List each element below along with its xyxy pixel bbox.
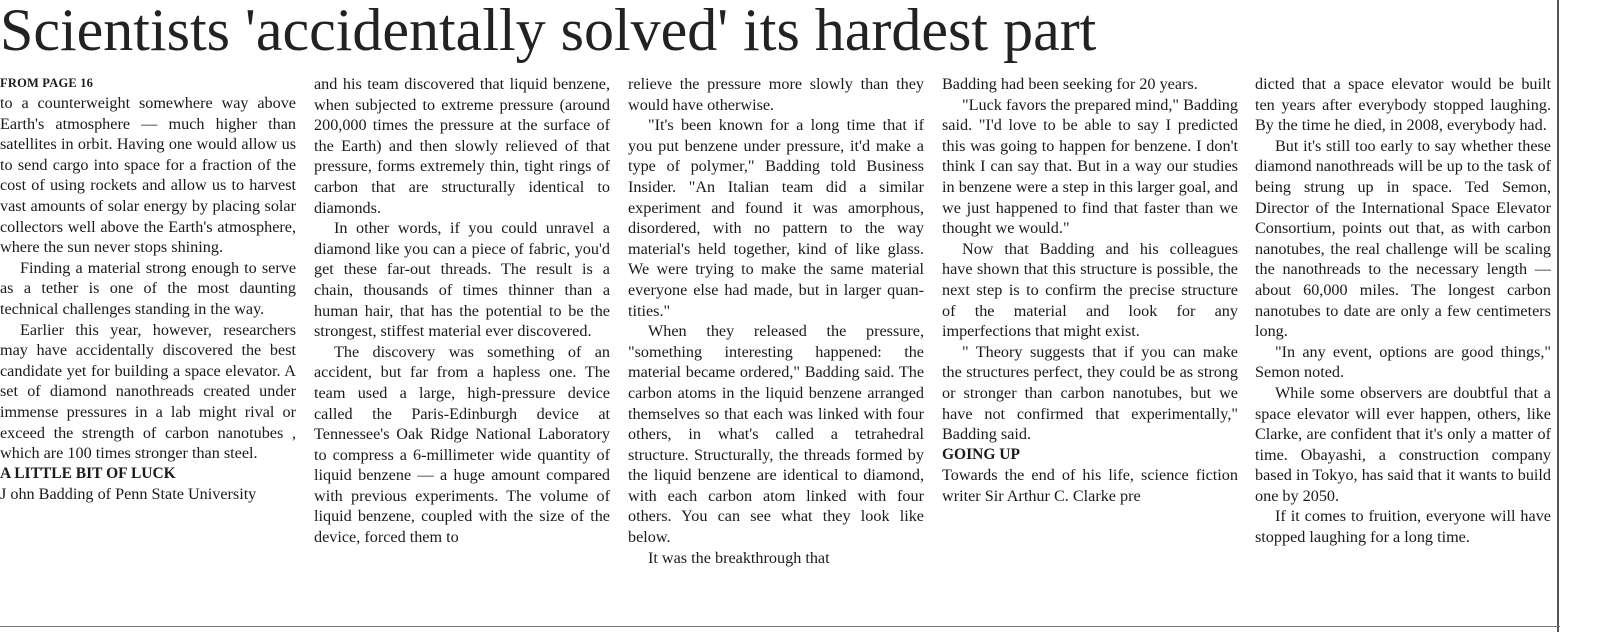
paragraph: " Theory suggests that if you can make the structures perfect, they could be as strong or stronger than carbon nanotubes, but we have not confirmed that experimentally," Badding said. — [942, 342, 1238, 444]
paragraph: The discovery was something of an accident, but far from a hapless one. The team used a large, high-pressure device called the Paris-Edinburgh device at Tennessee's Oak Ridge National Laboratory to compress a 6-millimeter wide quantity of liquid benzene — a huge amount compared with previous experiments. The volume of liquid benzene, coupled with the size of the device, forced them to — [314, 342, 610, 547]
paragraph: If it comes to fruition, everyone will have stopped laughing for a long time. — [1255, 507, 1551, 547]
paragraph: In other words, if you could unravel a diamond like you can a piece of fabric, you'd get these far-out threads. The result is a chain, thousands of times thinner than a human hair, that has the potential to be the strongest, stiffest material ever discovered. — [314, 219, 610, 341]
article-column-1 — [0, 73, 296, 505]
paragraph: relieve the pressure more slowly than they would have otherwise. — [628, 75, 924, 114]
column-divider-rule — [1557, 0, 1559, 632]
paragraph: While some observers are doubtful that a space elevator will ever happen, others, like Clarke, are confident that it's only a matter of time. Obayashi, a construction company based in Tokyo, has said that it wants to build one by 2050. — [1255, 383, 1551, 505]
paragraph: Towards the end of his life, science fiction writer Sir Arthur C. Clarke pre — [942, 466, 1238, 505]
paragraph: "Luck favors the prepared mind," Badding said. "I'd love to be able to say I predicted this was going to happen for benzene. I don't think I can say that. But in a way our studies in benzene were a step in this larger goal, and we just happened to find that faster than we thought we would." — [942, 95, 1238, 238]
article-column-5 — [1255, 74, 1551, 548]
paragraph: Now that Badding and his colleagues have shown that this structure is possible, the next step is to confirm the precise structure of the material and look for any imperfections that might exist. — [942, 239, 1238, 341]
bottom-divider-rule — [0, 626, 1560, 627]
headline: Scientists 'accidentally solved' its hardest part — [0, 0, 1097, 63]
paragraph: dicted that a space elevator would be built ten years after everybody stopped laughing. By the time he died, in 2008, everybody had. — [1255, 75, 1551, 135]
paragraph: When they released the pressure, "something interesting happened: the material became ordered," Badding said. The carbon atoms in the liquid benzene arranged themselves so that each was linked with four others, in what's called a tetrahedral structure. Structurally, the threads formed by the liquid benzene are identical to diamond, with each carbon atom linked with four others. You can see what they look like below. — [628, 322, 924, 547]
paragraph: It was the breakthrough that — [648, 548, 830, 567]
paragraph: But it's still too early to say whether these diamond nanothreads will be up to the task of being strung up in space. Ted Semon, Director of the International Space Elevator Consortium, points out that, as with carbon nanotubes, the real challenge will be scaling the nanothreads to the necessary length — about 60,000 miles. The longest carbon nanotubes to date are only a few centimeters long. — [1255, 136, 1551, 341]
paragraph: to a counterweight somewhere way above Earth's atmosphere — much higher than satellites in orbit. Having one would allow us to send cargo into space for a fraction of the cost of using rockets and allow us to harvest vast amounts of solar energy by placing solar collectors well above the Earth's atmosphere, where the sun never stops shining. — [0, 94, 296, 257]
paragraph: J ohn Badding of Penn State University — [0, 485, 257, 504]
section-subhead: A LITTLE BIT OF LUCK — [0, 464, 176, 482]
section-subhead: GOING UP — [942, 445, 1020, 463]
paragraph: Badding had been seeking for 20 years. — [942, 75, 1198, 93]
paragraph: and his team discovered that liquid benzene, when subjected to extreme pressure (around 200,000 times the pressure at the surface of the Earth) and then slowly relieved of that pressure, forms extremely thin, tight rings of carbon that are structurally identical to diamonds. — [314, 75, 610, 217]
paragraph: "In any event, options are good things," Semon noted. — [1255, 342, 1551, 382]
article-column-3 — [628, 74, 924, 568]
article-column-2 — [314, 74, 610, 548]
paragraph: "It's been known for a long time that if you put benzene under pressure, it'd make a type of polymer," Badding told Business Insider. "An Italian team did a similar experiment and found it was amorphous, disordered, with no pattern to the way material's held together, kind of like glass. We were trying to make the same material everyone else had made, but in larger quantities." — [628, 116, 924, 320]
paragraph: Earlier this year, however, researchers may have accidentally discovered the best candidate yet for building a space elevator. A set of diamond nanothreads created under immense pressures in a lab might rival or exceed the strength of carbon nanotubes , which are 100 times stronger than steel. — [0, 320, 296, 463]
jump-line: FROM PAGE 16 — [0, 76, 94, 90]
paragraph: Finding a material strong enough to serve as a tether is one of the most daunting technical challenges standing in the way. — [0, 258, 296, 318]
article-column-4 — [942, 74, 1238, 506]
